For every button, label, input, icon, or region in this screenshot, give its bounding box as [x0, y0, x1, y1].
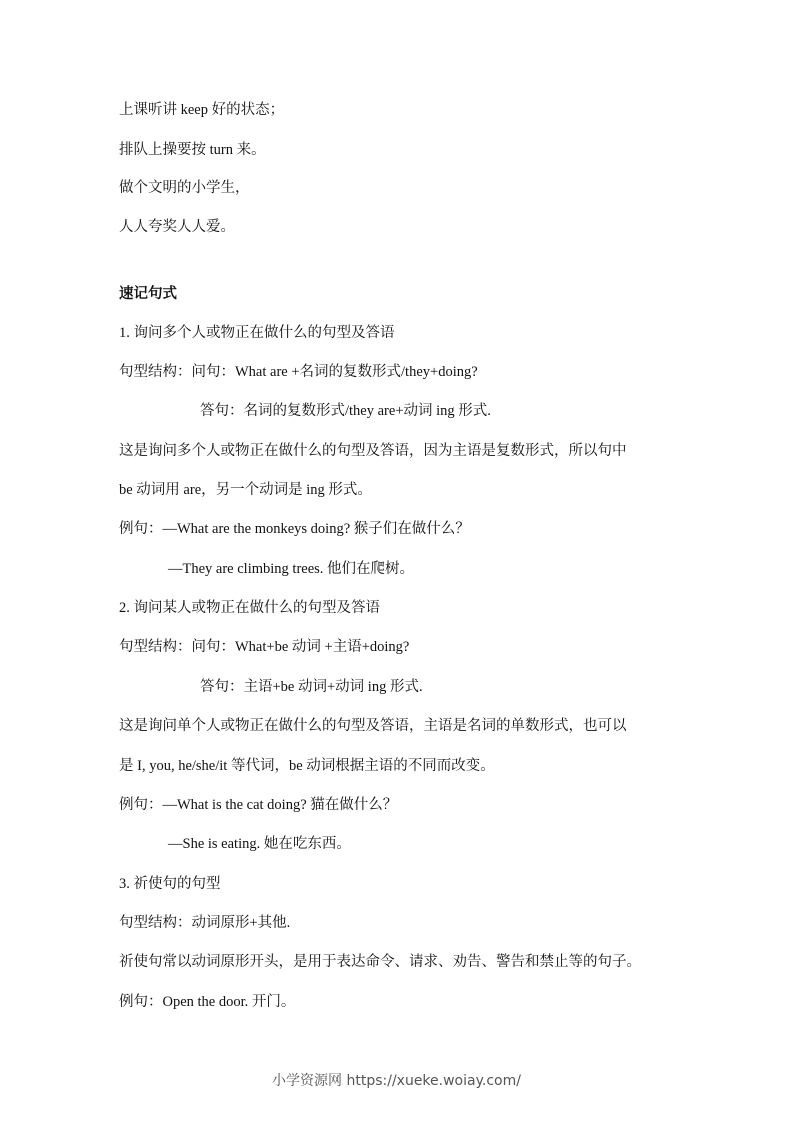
example: 例句：Open the door. 开门。	[119, 994, 296, 1010]
structure-answer: 答句：主语+be 动词+动词 ing 形式.	[200, 679, 423, 695]
poem-line: 排队上操要按 turn 来。	[119, 142, 266, 158]
explanation: 是 I, you, he/she/it 等代词，be 动词根据主语的不同而改变。	[119, 758, 495, 774]
explanation: 这是询问多个人或物正在做什么的句型及答语，因为主语是复数形式，所以句中	[119, 443, 627, 459]
example-answer: —They are climbing trees. 他们在爬树。	[168, 561, 415, 577]
structure: 句型结构：动词原形+其他.	[119, 915, 291, 931]
structure-answer: 答句：名词的复数形式/they are+动词 ing 形式.	[200, 403, 491, 419]
item-title: 1. 询问多个人或物正在做什么的句型及答语	[119, 325, 395, 341]
example-question: 例句：—What are the monkeys doing? 猴子们在做什么？	[119, 521, 470, 537]
footer-watermark: 小学资源网 https://xueke.woiay.com/	[272, 1073, 521, 1089]
item-title: 2. 询问某人或物正在做什么的句型及答语	[119, 600, 380, 616]
example-answer: —She is eating. 她在吃东西。	[168, 836, 351, 852]
structure-question: 句型结构：问句：What+be 动词 +主语+doing?	[119, 639, 410, 655]
structure-question: 句型结构：问句：What are +名词的复数形式/they+doing?	[119, 364, 478, 380]
explanation: be 动词用 are，另一个动词是 ing 形式。	[119, 482, 372, 498]
example-question: 例句：—What is the cat doing? 猫在做什么？	[119, 797, 398, 813]
item-title: 3. 祈使句的句型	[119, 876, 221, 892]
explanation: 祈使句常以动词原形开头，是用于表达命令、请求、劝告、警告和禁止等的句子。	[119, 954, 641, 970]
explanation: 这是询问单个人或物正在做什么的句型及答语，主语是名词的单数形式，也可以	[119, 718, 627, 734]
poem-line: 人人夸奖人人爱。	[119, 219, 235, 235]
poem-line: 上课听讲 keep 好的状态；	[119, 102, 285, 118]
section-title: 速记句式	[119, 286, 177, 302]
poem-line: 做个文明的小学生，	[119, 180, 250, 196]
